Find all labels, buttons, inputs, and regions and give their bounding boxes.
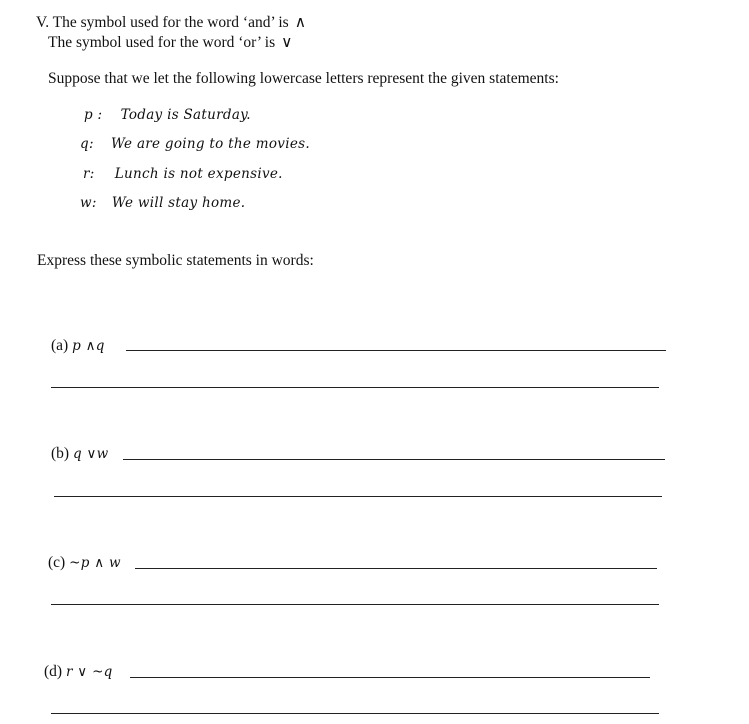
- or-symbol-definition: [48, 33, 293, 52]
- question-expression: r ∨ ~q: [65, 664, 113, 680]
- or-symbol: ∨: [281, 34, 293, 51]
- statement-letter: r:: [83, 166, 95, 182]
- intro-text: Suppose that we let the following lowercase letters represent the given statements:: [48, 70, 559, 87]
- answer-line-c-1[interactable]: [135, 568, 657, 569]
- question-label: (d): [44, 663, 63, 680]
- statement-r: [83, 166, 283, 182]
- statement-text: Lunch is not expensive.: [114, 166, 283, 182]
- answer-line-c-2[interactable]: [51, 604, 659, 605]
- and-symbol: ∧: [294, 14, 307, 31]
- statement-text: We will stay home.: [111, 195, 246, 211]
- statement-text: We are going to the movies.: [110, 136, 310, 152]
- question-b: [51, 445, 109, 463]
- instruction-text: Express these symbolic statements in words:: [37, 252, 314, 269]
- answer-line-b-2[interactable]: [54, 496, 662, 497]
- and-definition-text: V. The symbol used for the word ‘and’ is: [36, 14, 289, 31]
- question-label: (b): [51, 445, 70, 462]
- answer-line-d-1[interactable]: [130, 677, 650, 678]
- answer-line-b-1[interactable]: [123, 459, 665, 460]
- question-d: [44, 663, 113, 681]
- answer-line-a-2[interactable]: [51, 387, 659, 388]
- answer-line-a-1[interactable]: [126, 350, 666, 351]
- question-a: [51, 337, 105, 355]
- statement-letter: p :: [84, 107, 103, 123]
- and-symbol-definition: [36, 13, 306, 32]
- statement-letter: q:: [80, 136, 94, 152]
- or-definition-text: The symbol used for the word ‘or’ is: [48, 34, 276, 51]
- answer-line-d-2[interactable]: [51, 713, 659, 714]
- question-expression: ~p ∧ w: [69, 555, 121, 571]
- question-expression: p ∧q: [72, 338, 105, 354]
- statement-text: Today is Saturday.: [120, 107, 251, 123]
- statement-p: [84, 107, 251, 123]
- question-label: (a): [51, 337, 69, 354]
- statement-letter: w:: [80, 195, 97, 211]
- question-c: [48, 554, 121, 572]
- question-expression: q ∨w: [72, 446, 109, 462]
- statement-q: [80, 136, 310, 152]
- question-label: (c): [48, 554, 66, 571]
- statement-w: [80, 195, 245, 211]
